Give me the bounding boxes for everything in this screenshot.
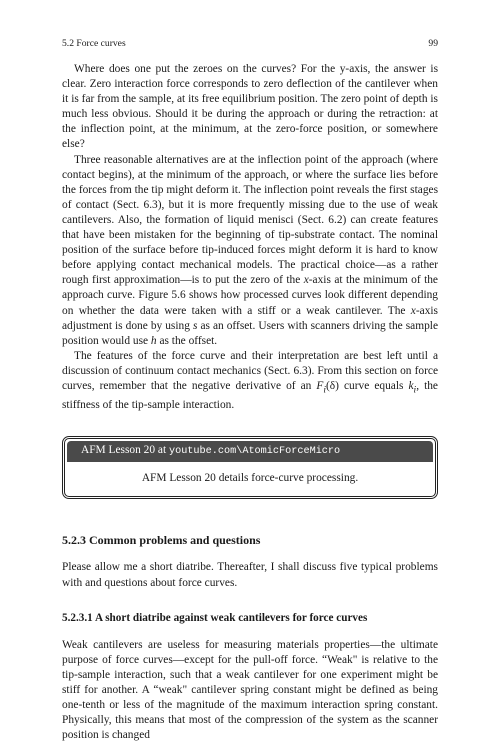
running-head-section: 5.2 Force curves <box>62 38 126 49</box>
paragraph-diatribe-intro: Please allow me a short diatribe. Thereafter, I shall discuss five typical problems with and questions about force curves. <box>62 561 438 589</box>
paragraph-alternatives: Three reasonable alternatives are at the inflection point of the approach (where contact begins), at the minimum of the approach, or where the surface lies before the forces from the tip might deform it. The inflection point reveals the first stages of contact (Sect. 6.3), but it is more frequently missing due to the use of weak cantilevers. Also, the formation of liquid menisci (Sect. 6.2) can create features that have been mistaken for the beginning of tip-substrate contact. The nominal position of the surface before tip-induced forces might deform it is hard to know before applying contact mechanical models. The practical choice—as a rather rough first approximation—is to put the zero of the x-axis at the minimum of the approach curve. Figure 5.6 shows how processed curves look different depending on whether the data were taken with a stiff or a weak cantilever. The x-axis adjustment is done by using s as an offset. Users with scanners driving the sample position would use h as the offset. <box>62 153 438 347</box>
lesson-video-link[interactable]: youtube.com\AtomicForceMicro <box>168 446 341 458</box>
afm-lesson-box <box>62 436 438 499</box>
paragraph-zero-points: Where does one put the zeroes on the curves? For the y-axis, the answer is clear. Zero interaction force corresponds to zero deflection of the cantilever when it is far from the sample, at its free equilibrium position. The zero point of depth is much less obvious. Should it be during the approach or during the retraction: at the inflection point, at the minimum, at the zero-force position, or somewhere else? <box>62 63 438 151</box>
section-heading-common-problems: 5.2.3 Common problems and questions <box>62 533 261 548</box>
page-number: 99 <box>428 38 438 49</box>
lesson-box-title: AFM Lesson 20 at <box>81 444 169 457</box>
running-head <box>62 37 438 51</box>
subsection-heading-weak-cantilevers: 5.2.3.1 A short diatribe against weak cantilevers for force curves <box>62 611 368 624</box>
afm-lesson-box-header <box>67 441 433 462</box>
page-content <box>62 62 438 743</box>
paragraph-force-curve-features: The features of the force curve and their interpretation are best left until a discussion of continuum contact mechanics (Sect. 6.3). From this section on force curves, remember that the negative derivative of an $F_i(\delta)$ curve equals $k_i$, the stiffness of the tip-sample interaction. <box>62 349 438 412</box>
paragraph-weak-cantilevers: Weak cantilevers are useless for measuring materials properties—the ultimate purpose of force curves—except for the pull-off force. “Weak" is relative to the tip-sample interaction, such that a weak cantilever for one experiment might be stiff for another. A “weak" cantilever spring constant might be defined as being one-tenth or less of the magnitude of the maximum interaction spring constant. Physically, this means that most of the compression of the system as the scanner position is changed <box>62 638 438 742</box>
afm-lesson-box-text: AFM Lesson 20 details force-curve processing. <box>141 472 359 485</box>
